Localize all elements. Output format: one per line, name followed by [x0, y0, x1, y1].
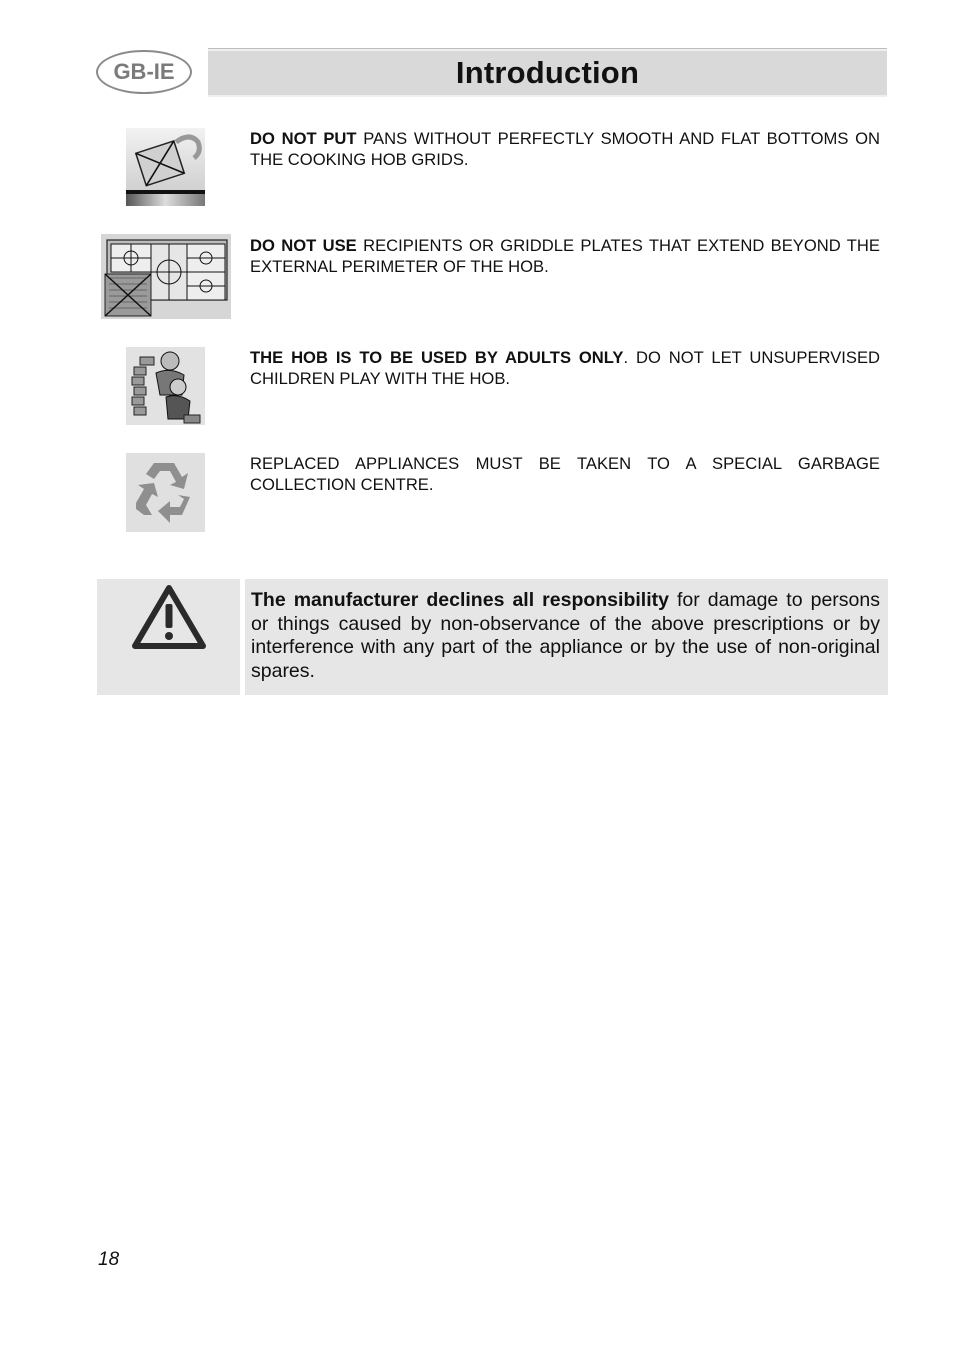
- page-title: Introduction: [455, 55, 640, 90]
- page-number: 18: [98, 1249, 120, 1270]
- language-badge-label: GB-IE: [113, 59, 175, 84]
- recycle-icon: [126, 453, 205, 532]
- warning-emphasis: The manufacturer declines all responsibility: [251, 589, 669, 611]
- instruction-emphasis-1: DO NOT PUT: [250, 129, 357, 148]
- instruction-emphasis-3: THE HOB IS TO BE USED BY ADULTS ONLY: [250, 348, 624, 367]
- instruction-text-2: [250, 235, 880, 277]
- instruction-text-4: [250, 453, 880, 495]
- pan-crossed-icon: [126, 128, 205, 206]
- instruction-body-1: PANS WITHOUT PERFECTLY SMOOTH AND FLAT BOTTOMS ON THE COOKING HOB GRIDS.: [250, 129, 881, 169]
- instruction-text-1: [250, 128, 880, 170]
- instruction-text-3: [250, 347, 880, 389]
- warning-icon-panel: [97, 579, 240, 695]
- language-badge: [96, 50, 192, 94]
- warning-panel: [245, 579, 888, 695]
- instruction-body-2: RECIPIENTS OR GRIDDLE PLATES THAT EXTEND BEYOND THE EXTERNAL PERIMETER OF THE HOB.: [250, 236, 880, 276]
- instruction-body-4: REPLACED APPLIANCES MUST BE TAKEN TO A SPECIAL GARBAGE COLLECTION CENTRE.: [250, 454, 880, 494]
- warning-body: for damage to persons or things caused by non-observance of the above prescriptions or by interference with any part of the appliance or by the use of non-original spares.: [251, 589, 880, 683]
- instruction-emphasis-2: DO NOT USE: [250, 236, 357, 255]
- warning-text: [251, 589, 880, 684]
- children-climbing-icon: [126, 347, 205, 425]
- warning-triangle-icon: [131, 584, 207, 650]
- instruction-body-3: . DO NOT LET UNSUPERVISED CHILDREN PLAY WITH THE HOB.: [250, 348, 880, 388]
- hob-oversize-crossed-icon: [101, 234, 231, 319]
- title-bar: [208, 48, 887, 97]
